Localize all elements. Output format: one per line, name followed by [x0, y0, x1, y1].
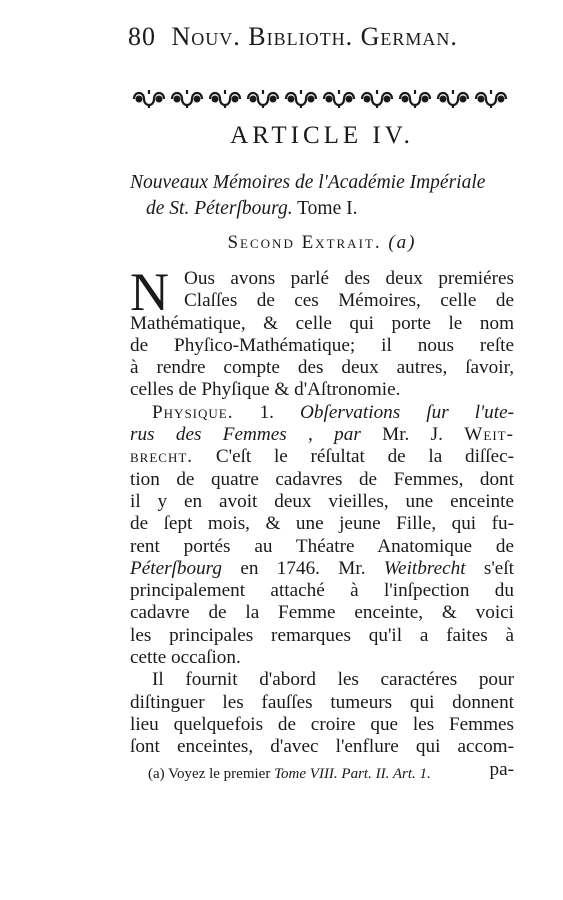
footnote-text: Voyez le premier	[164, 766, 275, 782]
footnote-reference: (a)	[388, 232, 417, 253]
text-line: il y en avoit deux vieilles, une enceinte	[130, 490, 514, 512]
text-line: à rendre compte des deux autres, ſavoir,	[130, 357, 514, 379]
text-line: de ſept mois, & une jeune Fille, qui fu-	[130, 513, 514, 535]
text-fragment: Mr. J.	[360, 424, 465, 446]
page-number: 80	[128, 22, 156, 51]
text-line: de Phyſico-Mathématique; il nous reſte	[130, 334, 514, 356]
text-line: les principales remarques qu'il a faites à	[130, 624, 514, 646]
text-fragment: en 1746. Mr.	[222, 557, 384, 579]
text-fragment: Weitbrecht	[383, 557, 466, 579]
work-title-place: de St. Péterſbourg.	[146, 198, 293, 219]
text-line	[130, 558, 514, 580]
work-title	[130, 170, 514, 222]
text-line: Il fournit d'abord les caractéres pour	[152, 669, 514, 691]
text-line: cette occaſion.	[130, 647, 241, 669]
footnote	[148, 766, 518, 783]
footnote-marker: (a)	[148, 766, 165, 782]
text-line	[130, 446, 514, 468]
running-head	[128, 22, 518, 52]
work-title-volume: Tome I.	[292, 198, 358, 219]
text-line: Mathématique, & celle qui porte le nom	[130, 312, 514, 334]
text-fragment: Obſervations ſur l'ute-	[300, 401, 514, 423]
text-line: Ous avons parlé des deux premiéres	[184, 268, 514, 289]
rubric-physique: Physique.	[152, 401, 234, 423]
text-line: lieu quelquefois de croire que les Femmes	[130, 713, 514, 735]
text-line: tion de quatre cadavres de Femmes, dont	[130, 468, 514, 490]
author-name: brecht.	[130, 446, 194, 468]
text-line: cadavre de la Femme enceinte, & voici	[130, 602, 514, 624]
work-title-line-1: Nouveaux Mémoires de l'Académie Impériale	[130, 172, 486, 193]
body-text	[130, 262, 514, 781]
text-line: ſont enceintes, d'avec l'enflure qui accom-	[130, 736, 514, 758]
text-fragment: Péterſbourg	[130, 557, 223, 579]
decorative-ornament-band	[130, 86, 512, 112]
footnote-citation: Tome VIII. Part. II. Art. 1.	[274, 766, 431, 782]
running-title: Nouv. Biblioth. German.	[171, 22, 458, 51]
drop-capital: N	[130, 262, 169, 322]
text-fragment: 1.	[233, 401, 301, 423]
text-line: principalement attaché à l'inſpection du	[130, 580, 514, 602]
text-fragment: C'eſt le réſultat de la diſſec-	[193, 446, 514, 468]
section-heading-text: Second Extrait.	[227, 232, 382, 253]
text-line	[130, 402, 514, 424]
catchword: pa-	[489, 758, 514, 780]
text-fragment: rus des Femmes , par	[130, 424, 361, 446]
text-fragment: s'eſt	[465, 557, 514, 579]
text-line: diſtinguer les fauſſes tumeurs qui donnent	[130, 691, 514, 713]
text-line	[130, 424, 514, 446]
article-heading: ARTICLE IV.	[230, 122, 414, 149]
text-line: celles de Phyſique & d'Aſtronomie.	[130, 379, 401, 401]
work-title-line-2	[130, 196, 514, 222]
section-heading	[130, 232, 514, 254]
author-name: Weit-	[464, 424, 514, 446]
text-line: rent portés au Théatre Anatomique de	[130, 535, 514, 557]
text-line: Claſſes de ces Mémoires, celle de	[184, 290, 514, 312]
